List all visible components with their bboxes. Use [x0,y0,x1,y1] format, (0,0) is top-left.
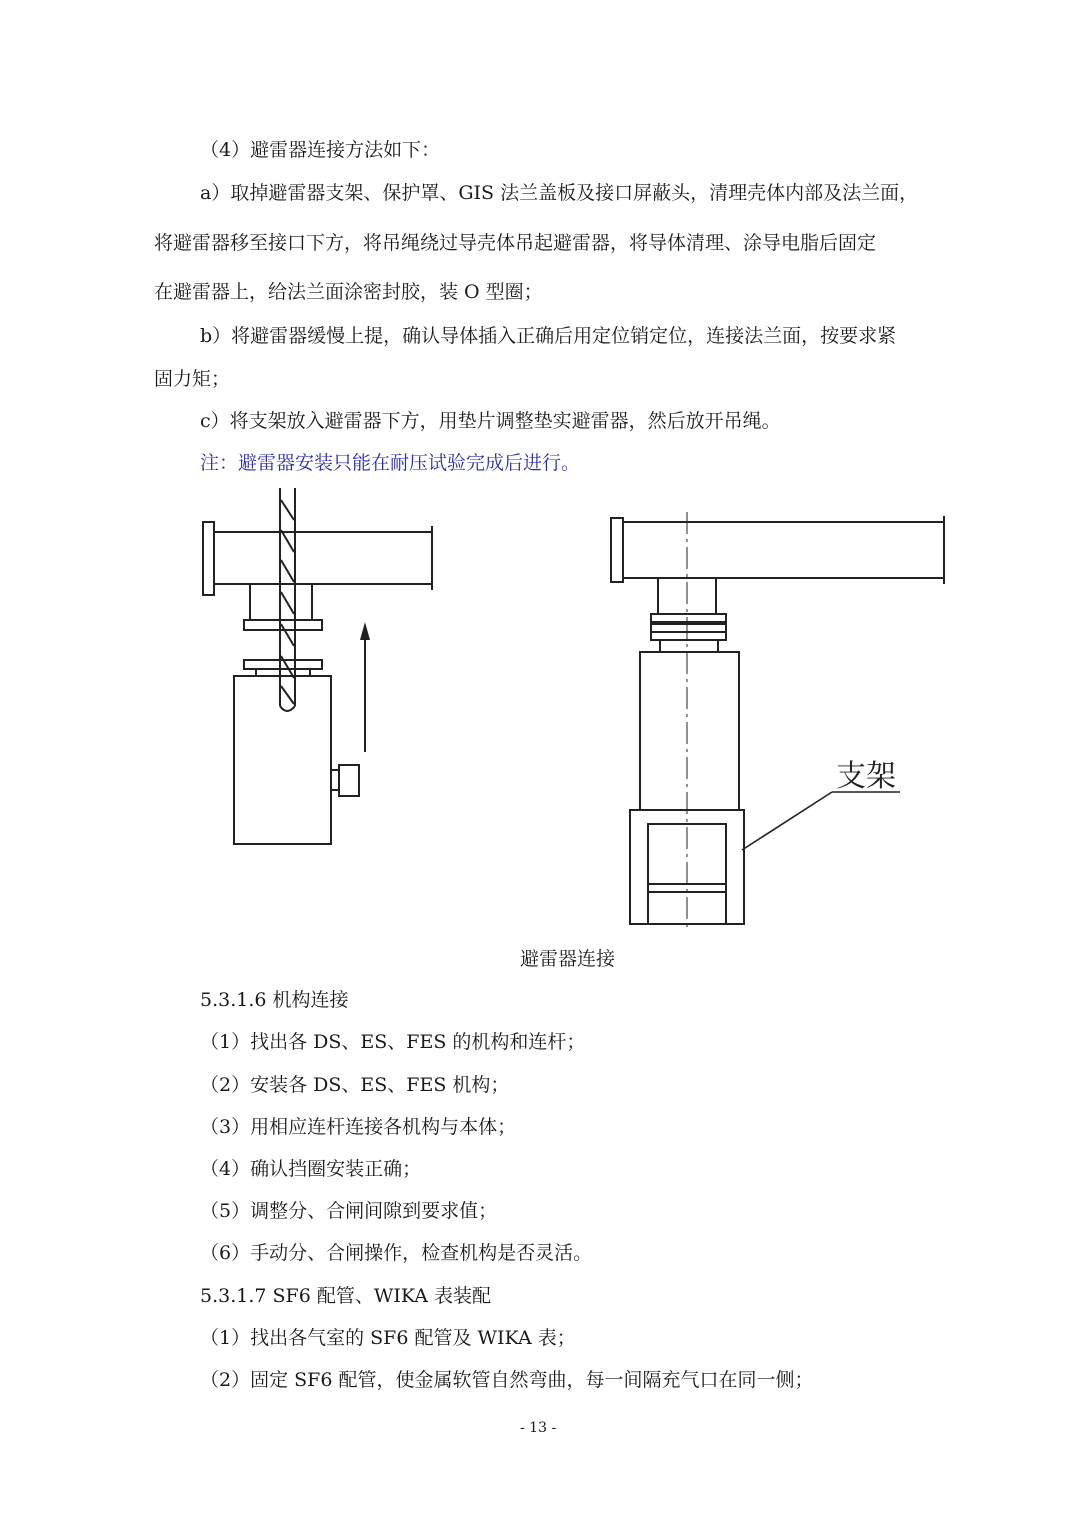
left-drawing [203,488,432,844]
note-line: 注：避雷器安装只能在耐压试验完成后进行。 [200,452,581,474]
bracket-label: 支架 [836,759,896,794]
figure-caption: 避雷器连接 [520,948,616,970]
step-c-line: c）将支架放入避雷器下方，用垫片调整垫实避雷器，然后放开吊绳。 [200,410,781,432]
mech-step-5: （5）调整分、合闸间隙到要求值； [200,1200,498,1222]
mech-step-2: （2）安装各 DS、ES、FES 机构； [200,1074,510,1096]
section-5-3-1-7-heading: 5.3.1.7 SF6 配管、WIKA 表装配 [200,1285,492,1307]
mech-step-3: （3）用相应连杆连接各机构与本体； [200,1116,517,1138]
step-a-line-1: a）取掉避雷器支架、保护罩、GIS 法兰盖板及接口屏蔽头，清理壳体内部及法兰面， [200,182,919,204]
step-a-line-3: 在避雷器上，给法兰面涂密封胶，装 O 型圈； [154,281,543,303]
mech-step-6: （6）手动分、合闸操作，检查机构是否灵活。 [200,1242,593,1264]
sf6-step-1: （1）找出各气室的 SF6 配管及 WIKA 表； [200,1327,576,1349]
arrow-head [360,622,370,640]
section-5-3-1-6-heading: 5.3.1.6 机构连接 [200,989,349,1011]
arrester-connection-figure [0,480,1080,940]
step-a-line-2: 将避雷器移至接口下方，将吊绳绕过导壳体吊起避雷器，将导体清理、涂导电脂后固定 [154,232,877,254]
mech-step-4: （4）确认挡圈安装正确； [200,1158,422,1180]
right-drawing [611,512,944,930]
sf6-step-2: （2）固定 SF6 配管，使金属软管自然弯曲，每一间隔充气口在同一侧； [200,1369,814,1391]
step-4-heading: （4）避雷器连接方法如下： [200,139,441,161]
step-b-line-1: b）将避雷器缓慢上提，确认导体插入正确后用定位销定位，连接法兰面，按要求紧 [200,325,897,347]
mech-step-1: （1）找出各 DS、ES、FES 的机构和连杆； [200,1031,586,1053]
page-number: - 13 - [520,1420,557,1436]
step-b-line-2: 固力矩； [154,368,231,390]
